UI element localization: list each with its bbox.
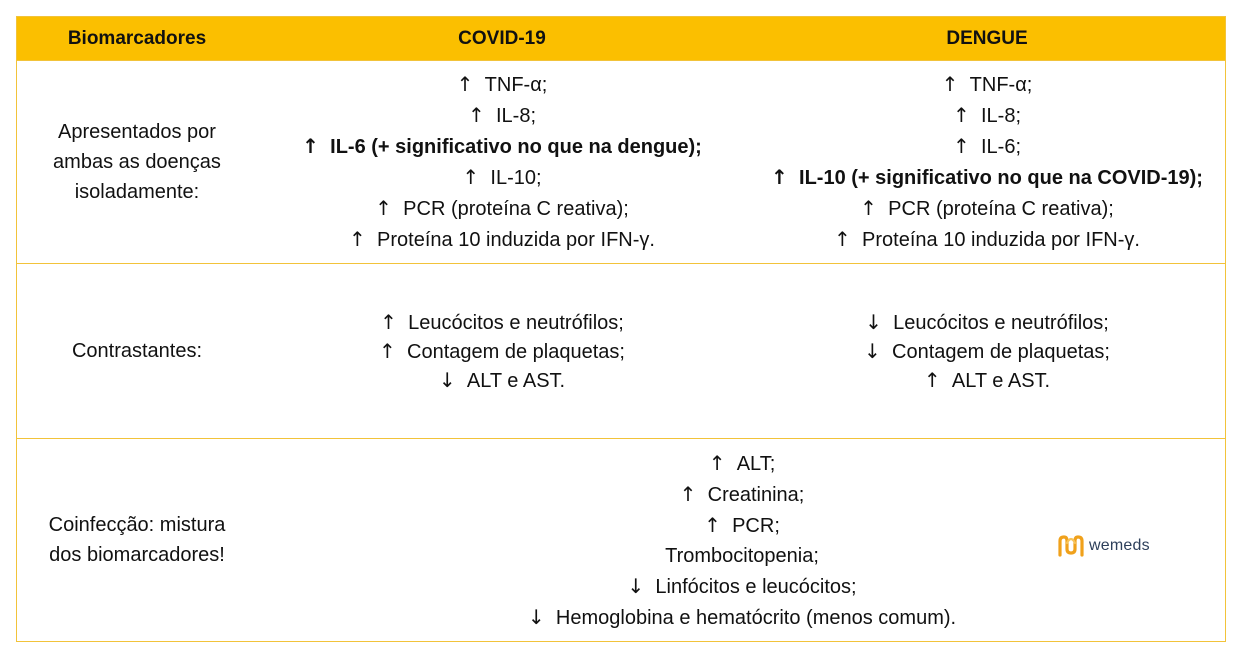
biomarker-text: ALT e AST. — [466, 369, 566, 392]
biomarker-text: Contagem de plaquetas; — [407, 340, 625, 363]
table-header-row — [17, 17, 1225, 61]
biomarker-text: TNF-α; — [484, 74, 548, 96]
biomarker-text: TNF-α; — [969, 74, 1033, 96]
biomarker-text: Creatinina; — [707, 483, 805, 506]
biomarker-item — [627, 571, 856, 602]
arrow-up-icon: ↑ — [302, 134, 319, 158]
biomarker-item — [680, 479, 805, 510]
biomarker-item — [704, 510, 780, 541]
biomarker-text: PCR (proteína C reativa); — [403, 198, 629, 220]
arrow-up-icon: ↑ — [952, 134, 970, 158]
biomarker-item — [953, 100, 1021, 131]
biomarker-text: PCR; — [732, 514, 780, 537]
biomarker-text: ALT e AST. — [951, 369, 1051, 392]
biomarker-item — [528, 602, 956, 633]
biomarker-text: Proteína 10 induzida por IFN-γ. — [377, 229, 655, 251]
biomarker-item — [709, 448, 776, 479]
biomarker-text: Linfócitos e leucócitos; — [655, 575, 857, 598]
biomarker-text: Trombocitopenia; — [665, 544, 819, 567]
arrow-up-icon: ↑ — [834, 227, 851, 251]
biomarker-item — [924, 366, 1050, 395]
arrow-down-icon: ↓ — [627, 573, 645, 598]
arrow-up-icon: ↑ — [467, 103, 485, 127]
arrow-up-icon: ↑ — [375, 196, 392, 220]
biomarker-text: Contagem de plaquetas; — [892, 340, 1110, 363]
biomarker-text: IL-8; — [980, 105, 1022, 127]
arrow-up-icon: ↑ — [704, 512, 721, 537]
row-label-cell — [17, 61, 257, 263]
arrow-down-icon: ↓ — [438, 367, 456, 392]
biomarker-text: Leucócitos e neutrófilos; — [893, 311, 1109, 334]
biomarker-item — [375, 193, 629, 224]
biomarker-text: IL-8; — [495, 105, 537, 127]
arrow-up-icon: ↑ — [379, 338, 396, 363]
table-row-ambas — [17, 61, 1225, 264]
arrow-up-icon: ↑ — [771, 165, 788, 189]
biomarker-item — [380, 308, 624, 337]
row-label-cell — [17, 264, 257, 438]
biomarker-item — [349, 224, 655, 255]
header-cell-biomarcadores: Biomarcadores — [67, 27, 207, 49]
biomarker-item — [864, 337, 1110, 366]
biomarker-item — [665, 541, 819, 571]
dengue-cell — [747, 61, 1227, 263]
biomarker-item — [439, 366, 565, 395]
biomarker-item — [457, 69, 548, 100]
biomarker-item — [953, 131, 1021, 162]
biomarker-text: IL-10; — [490, 167, 542, 189]
table-row-coinfeccao — [17, 439, 1225, 641]
biomarker-text: Leucócitos e neutrófilos; — [408, 311, 624, 334]
biomarker-item — [462, 162, 541, 193]
biomarker-text: IL-6; — [980, 136, 1022, 158]
row-label-cell — [17, 439, 257, 641]
row-label: Coinfecção: mistura dos biomarcadores! — [48, 514, 226, 566]
header-cell-dengue: DENGUE — [946, 27, 1028, 49]
arrow-up-icon: ↑ — [349, 227, 366, 251]
wemeds-logo-text: wemeds — [1089, 537, 1150, 554]
biomarker-text: PCR (proteína C reativa); — [888, 198, 1114, 220]
arrow-up-icon: ↑ — [941, 72, 959, 96]
biomarker-text: IL-6 (+ significativo no que na dengue); — [330, 136, 702, 158]
arrow-up-icon: ↑ — [462, 165, 480, 189]
wemeds-logo — [1057, 533, 1150, 559]
biomarker-item — [468, 100, 536, 131]
biomarker-item — [865, 308, 1109, 337]
biomarker-item — [942, 69, 1033, 100]
arrow-up-icon: ↑ — [952, 103, 970, 127]
biomarker-item — [834, 224, 1140, 255]
arrow-down-icon: ↓ — [865, 309, 882, 334]
biomarker-item — [860, 193, 1114, 224]
arrow-down-icon: ↓ — [864, 338, 881, 363]
dengue-cell — [747, 264, 1227, 438]
biomarker-item — [302, 131, 702, 162]
header-cell-covid: COVID-19 — [458, 27, 546, 49]
arrow-up-icon: ↑ — [923, 367, 941, 392]
biomarker-table — [16, 16, 1226, 642]
wemeds-logo-mark-icon — [1057, 533, 1085, 559]
arrow-up-icon: ↑ — [456, 72, 474, 96]
row-label: Apresentados por ambas as doenças isoladamente: — [53, 121, 221, 203]
table-row-contrastantes — [17, 264, 1225, 439]
row-label: Contrastantes: — [71, 340, 203, 362]
arrow-up-icon: ↑ — [679, 481, 697, 506]
biomarker-text: ALT; — [736, 452, 776, 475]
covid-cell — [257, 264, 747, 438]
arrow-down-icon: ↓ — [527, 604, 545, 629]
biomarker-text: Hemoglobina e hematócrito (menos comum). — [555, 606, 957, 629]
biomarker-item — [771, 162, 1203, 193]
arrow-up-icon: ↑ — [380, 309, 397, 334]
arrow-up-icon: ↑ — [860, 196, 877, 220]
biomarker-text: IL-10 (+ significativo no que na COVID-19); — [799, 167, 1203, 189]
biomarker-item — [379, 337, 625, 366]
arrow-up-icon: ↑ — [708, 450, 726, 475]
biomarker-text: Proteína 10 induzida por IFN-γ. — [862, 229, 1140, 251]
covid-cell — [257, 61, 747, 263]
